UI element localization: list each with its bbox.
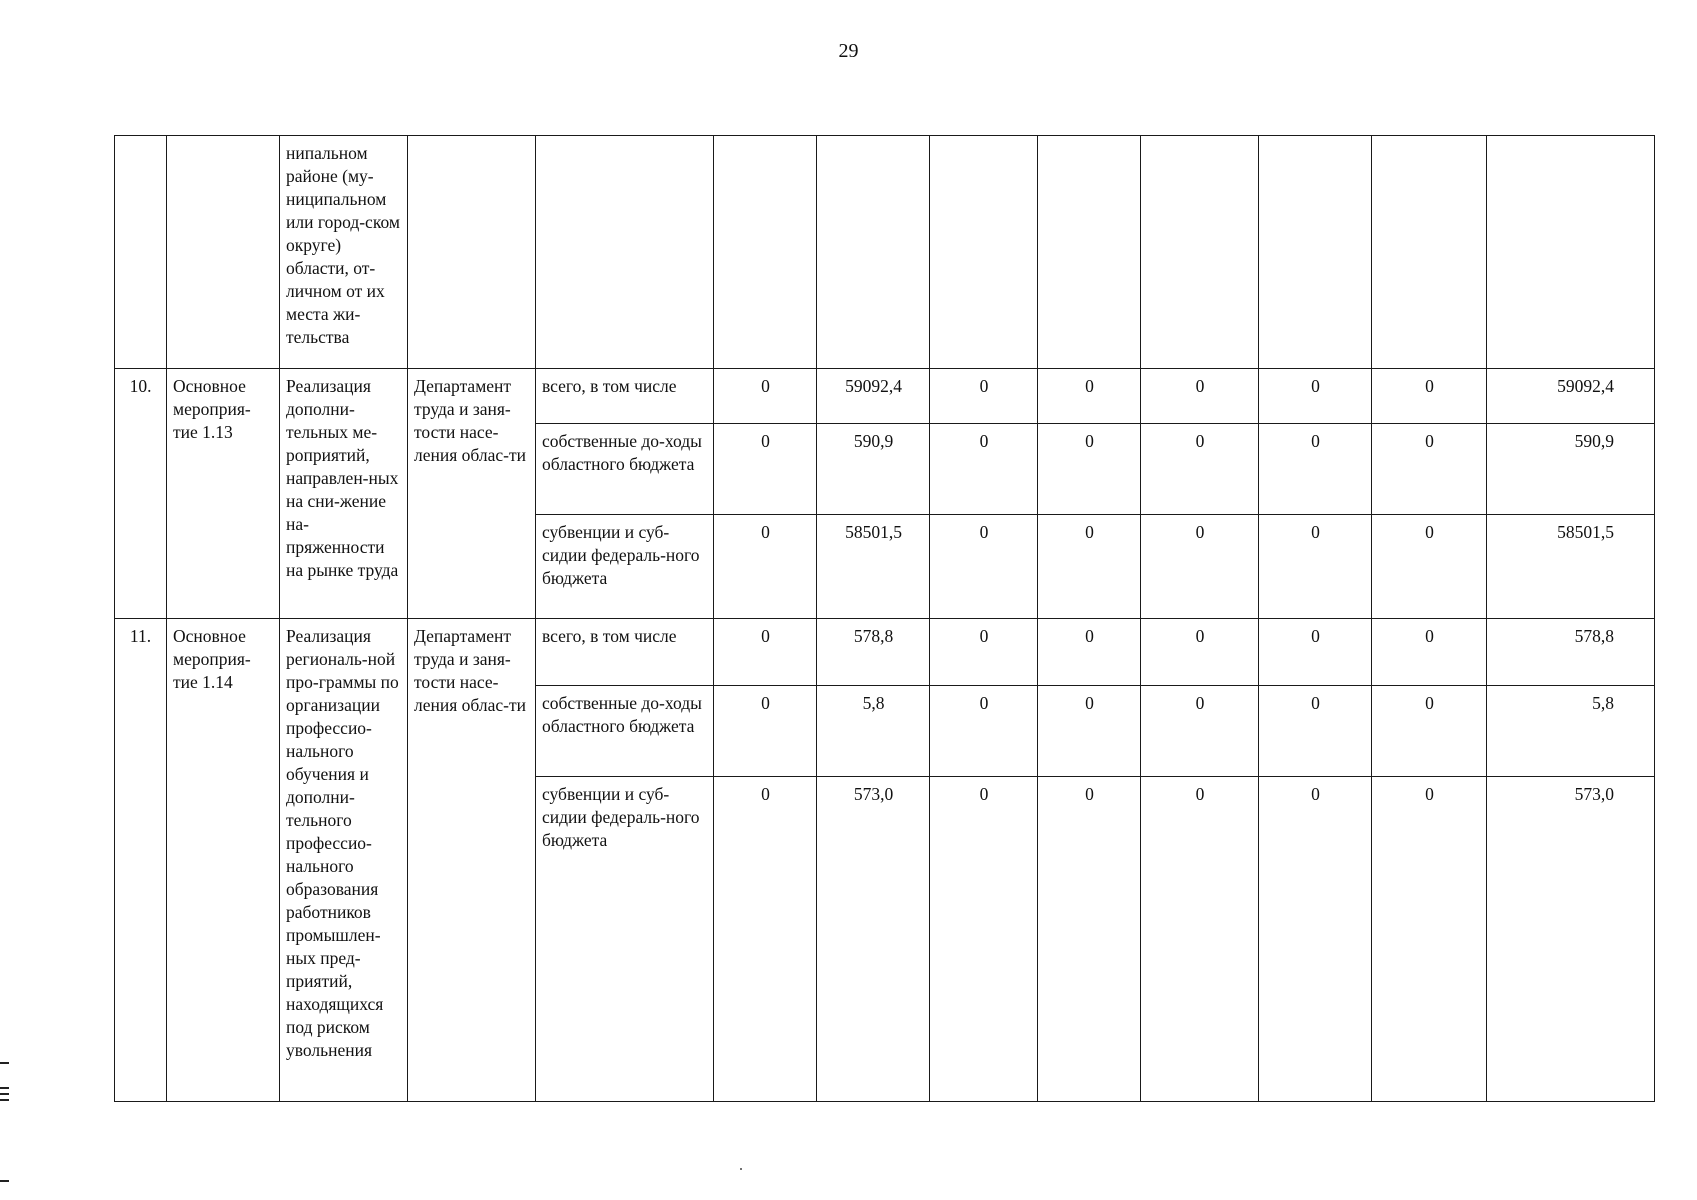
- source-cell: собственные до-ходы областного бюджета: [536, 686, 714, 777]
- total-cell: 58501,5: [1487, 515, 1655, 619]
- value-cell: 0: [1141, 369, 1259, 424]
- value-cell: 590,9: [817, 424, 930, 515]
- value-cell: 0: [1372, 686, 1487, 777]
- value-cell: 0: [930, 686, 1038, 777]
- value-cell: 0: [1372, 424, 1487, 515]
- total-cell: 590,9: [1487, 424, 1655, 515]
- source-cell: субвенции и суб-сидии федераль-ного бюджета: [536, 515, 714, 619]
- scan-speck: [740, 1168, 742, 1170]
- value-cell: 0: [1141, 515, 1259, 619]
- value-cell: 0: [930, 515, 1038, 619]
- index-cell: 10.: [115, 369, 167, 619]
- value-cell: 0: [930, 777, 1038, 1102]
- value-cell: 0: [930, 424, 1038, 515]
- margin-mark: [0, 1087, 9, 1089]
- value-cell: 0: [1259, 424, 1372, 515]
- value-cell: 0: [1259, 777, 1372, 1102]
- value-cell: 0: [1141, 777, 1259, 1102]
- value-cell: 0: [1259, 515, 1372, 619]
- value-cell: 0: [1141, 686, 1259, 777]
- source-cell: всего, в том числе: [536, 369, 714, 424]
- value-cell: 58501,5: [817, 515, 930, 619]
- index-cell: 11.: [115, 619, 167, 1102]
- value-cell: 0: [1038, 515, 1141, 619]
- margin-mark: [0, 1180, 9, 1182]
- executor-cell: [408, 136, 536, 369]
- margin-mark: [0, 1093, 9, 1095]
- value-cell: 0: [1141, 619, 1259, 686]
- source-cell: [536, 136, 714, 369]
- value-cell: 0: [1141, 424, 1259, 515]
- value-cell: 0: [714, 515, 817, 619]
- value-cell: 0: [1259, 686, 1372, 777]
- value-cell: 0: [714, 777, 817, 1102]
- value-cell: 578,8: [817, 619, 930, 686]
- margin-mark: [0, 1062, 9, 1064]
- executor-cell: Департамент труда и заня-тости насе-ления облас-ти: [408, 369, 536, 619]
- value-cell: 0: [1038, 619, 1141, 686]
- value-cell: 0: [714, 619, 817, 686]
- value-cell: 0: [1372, 777, 1487, 1102]
- value-cell: 0: [930, 619, 1038, 686]
- total-cell: 5,8: [1487, 686, 1655, 777]
- budget-table: [114, 135, 1655, 1102]
- source-cell: собственные до-ходы областного бюджета: [536, 424, 714, 515]
- index-cell: [115, 136, 167, 369]
- value-cell: 0: [714, 424, 817, 515]
- source-cell: субвенции и суб-сидии федераль-ного бюджета: [536, 777, 714, 1102]
- value-cell: 0: [1372, 369, 1487, 424]
- value-cell: 5,8: [817, 686, 930, 777]
- value-cell: 0: [1038, 369, 1141, 424]
- value-cell: 0: [1259, 369, 1372, 424]
- page-number: 29: [838, 40, 859, 62]
- description-cell: Реализация дополни-тельных ме-роприятий, направлен-ных на сни-жение на-пряженности на рынке труда: [280, 369, 408, 619]
- description-cell: нипальном районе (му-ниципальном или город-ском округе) области, от-личном от их места жи-тельства: [280, 136, 408, 369]
- value-cell: 0: [930, 369, 1038, 424]
- total-cell: 578,8: [1487, 619, 1655, 686]
- table-row: [115, 619, 1655, 686]
- value-cell: 0: [1372, 515, 1487, 619]
- margin-mark: [0, 1099, 9, 1101]
- executor-cell: Департамент труда и заня-тости насе-ления облас-ти: [408, 619, 536, 1102]
- total-cell: 573,0: [1487, 777, 1655, 1102]
- value-cell: 0: [1372, 619, 1487, 686]
- value-cell: 0: [1038, 777, 1141, 1102]
- value-cell: 0: [1259, 619, 1372, 686]
- table-row: [115, 136, 1655, 369]
- table-row: [115, 369, 1655, 424]
- value-cell: 0: [1038, 686, 1141, 777]
- value-cell: 0: [714, 686, 817, 777]
- measure-cell: Основное мероприя-тие 1.13: [167, 369, 280, 619]
- description-cell: Реализация региональ-ной про-граммы по организации профессио-нального обучения и дополни-тельного профессио-нального образования работников промышлен-ных пред-приятий, находящихся под риском увольнения: [280, 619, 408, 1102]
- value-cell: 59092,4: [817, 369, 930, 424]
- value-cell: 0: [714, 369, 817, 424]
- value-cell: 573,0: [817, 777, 930, 1102]
- value-cell: 0: [1038, 424, 1141, 515]
- total-cell: 59092,4: [1487, 369, 1655, 424]
- measure-cell: Основное мероприя-тие 1.14: [167, 619, 280, 1102]
- measure-cell: [167, 136, 280, 369]
- source-cell: всего, в том числе: [536, 619, 714, 686]
